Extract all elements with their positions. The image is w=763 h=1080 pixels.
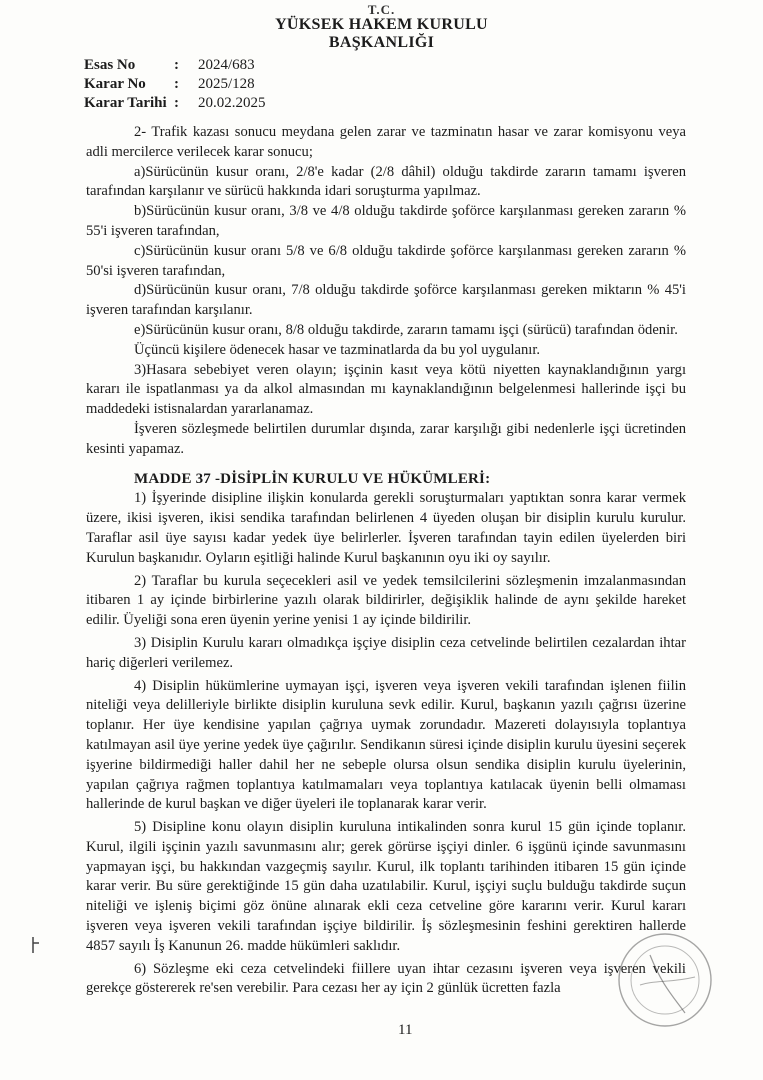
meta-row-karar <box>84 75 266 94</box>
paragraph: c)Sürücünün kusur oranı 5/8 ve 6/8 olduğu takdirde şoförce karşılanması gereken zararın % 50'si işveren tarafından, <box>86 242 686 279</box>
paragraph: 4) Disiplin hükümlerine uymayan işçi, işveren veya işveren vekili tarafından işlenen fiilin niteliği veya delilleriyle birlikte disiplin kuruluna sevk edilir. Kurul, başkanın yazılı çağrısı üzerine toplanır. Her üye kendisine yapılan çağrıya uymak zorundadır. Mazereti dolayısıyla toplantıya katılmayan asil üye yerine yedek üye çağırılır. Sendikanın süresi içinde disiplin kurulu üyesini seçerek işyerine bildirmediği haller dahil her ne sebeple olursa olsun sendika disiplin kurulu üyelerinin, yapılan çağrıya rağmen toplantıya katılmamaları veya toplantıya katılacak üyenin belli olmaması hallerinde de kurul başkan ve diğer üyeleri ile toplanarak karar verir. <box>86 677 686 813</box>
article-heading: MADDE 37 -DİSİPLİN KURULU VE HÜKÜMLERİ: <box>134 470 491 487</box>
paragraph: İşveren sözleşmede belirtilen durumlar dışında, zarar karşılığı gibi nedenlerle işçi ücretinden kesinti yapamaz. <box>86 420 686 457</box>
paragraph: e)Sürücünün kusur oranı, 8/8 olduğu takdirde, zararın tamamı işçi (sürücü) tarafından ödenir. <box>134 321 678 338</box>
header-department: BAŞKANLIĞI <box>328 34 435 51</box>
paragraph: Üçüncü kişilere ödenecek hasar ve tazminatlarda da bu yol uygulanır. <box>134 341 541 358</box>
paragraph: d)Sürücünün kusur oranı, 7/8 olduğu takdirde şoförce karşılanması gereken miktarın % 45'i işveren tarafından karşılanır. <box>86 282 686 319</box>
meta-label: Karar No <box>84 76 146 92</box>
header-institution: YÜKSEK HAKEM KURULU <box>275 16 488 33</box>
paragraph: 2) Taraflar bu kurula seçecekleri asil ve yedek temsilcilerini sözleşmenin imzalanmasından itibaren 1 ay içinde birbirlerine yazılı olarak bildirirler, değişiklik halinde de aynı şekilde hareket edilir. Üyeliği sona eren üyenin yerine yenisi 1 ay içinde bildirilir. <box>86 572 686 629</box>
header-top-cut: T.C. <box>367 2 396 17</box>
paragraph: 5) Disipline konu olayın disiplin kuruluna intikalinden sonra kurul 15 gün içinde toplanır. Kurul, ilgili işçinin yazılı savunmasını alır; gerek görürse işçiyi dinler. 6 işgünü içinde savunmasını yapmayan işçi, bu hakkından vazgeçmiş sayılır. Kurul, ilk toplantı tarihinden itibaren 15 gün içinde karar verir. Bu süre gerektiğinde 15 gün daha uzatılabilir. Kurul, işçiyi suçlu bulduğu takdirde suçun niteliği ve işleniş biçimi göz önüne alınarak ekli ceza cetveline göre kararını verir. Kurul kararı işveren veya işveren vekili tarafından işçiye bildirilir. İş sözleşmesinin feshini gerektiren hallerde 4857 sayılı İş Kanunun 26. madde hükümleri saklıdır. <box>86 819 686 954</box>
paragraph: a)Sürücünün kusur oranı, 2/8'e kadar (2/8 dâhil) olduğu takdirde zararın tamamı işveren tarafından karşılanır ve sürücü hakkında idari soruşturma yapılmaz. <box>86 163 686 200</box>
page-number: 11 <box>398 1022 413 1038</box>
paragraph: 2- Trafik kazası sonucu meydana gelen zarar ve tazminatın hasar ve zarar komisyonu veya adli mercilerce verilecek karar sonucu; <box>86 124 686 160</box>
margin-mark <box>30 935 42 955</box>
paragraph: 6) Sözleşme eki ceza cetvelindeki fiillere uyan ihtar cezasını işveren veya işveren vekili gerekçe göstererek re'sen verebilir. Para cezası her ay için 2 günlük ücretten fazla <box>86 960 686 997</box>
case-meta <box>84 56 266 113</box>
meta-row-tarih <box>84 94 266 113</box>
meta-colon: : <box>174 57 179 73</box>
paragraph: 3)Hasara sebebiyet veren olayın; işçinin kasıt veya kötü niyetten kaynaklandığının yargı kararı ile ispatlanması ya da alkol almasından mı kaynaklandığının belgelenmesi hallerinde işçi bu maddedeki istisnalardan yararlanamaz. <box>86 361 686 418</box>
paragraph: 3) Disiplin Kurulu kararı olmadıkça işçiye disiplin ceza cetvelinde belirtilen cezalardan ihtar hariç diğerleri verilemez. <box>86 634 686 671</box>
document-body <box>86 123 686 999</box>
meta-value: 2024/683 <box>198 57 255 73</box>
meta-colon: : <box>174 95 179 111</box>
meta-row-esas <box>84 56 266 75</box>
meta-value: 20.02.2025 <box>198 95 266 111</box>
meta-value: 2025/128 <box>198 76 255 92</box>
official-stamp-seal <box>610 925 720 1035</box>
meta-label: Esas No <box>84 57 136 73</box>
paragraph: b)Sürücünün kusur oranı, 3/8 ve 4/8 olduğu takdirde şoförce karşılanması gereken zararın % 55'i işveren tarafından, <box>86 203 686 239</box>
paragraph: 1) İşyerinde disipline ilişkin konularda gerekli soruşturmaları yaptıktan sonra karar vermek üzere, ikisi işveren, ikisi sendika tarafından belirlenen 4 üyeden oluşan bir disiplin kurulu kurulur. Taraflar asil üye sayısı kadar yedek üye belirlerler. İşveren tarafından tayin edilen üyelerden biri Kurulun başkanıdır. Oyların eşitliği halinde Kurul başkanının oyu iki oy sayılır. <box>86 490 686 566</box>
meta-label: Karar Tarihi <box>84 95 167 111</box>
meta-colon: : <box>174 76 179 92</box>
